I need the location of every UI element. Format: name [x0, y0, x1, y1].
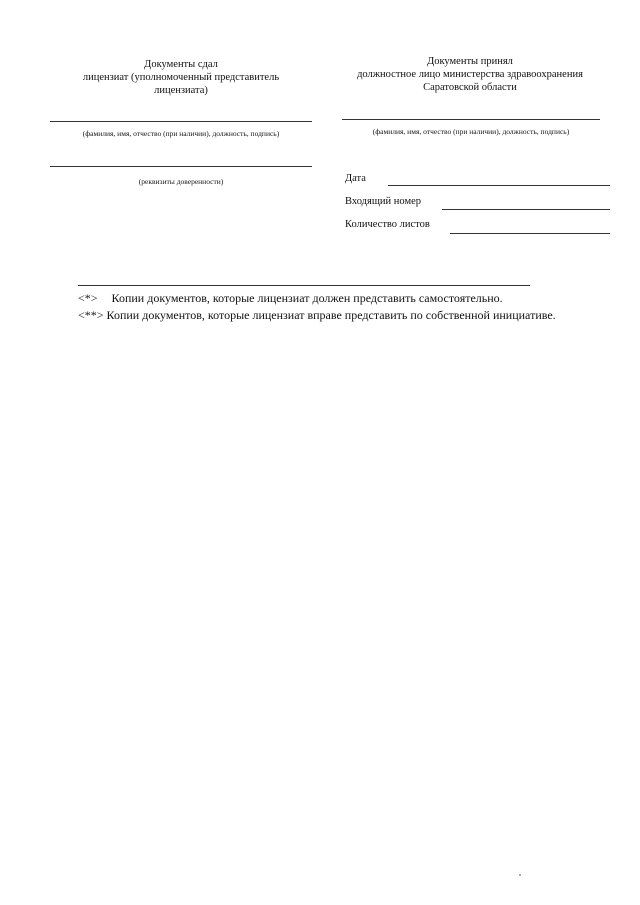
- right-header-line1: Документы принял: [427, 56, 513, 67]
- footnote-1-marker: <*>: [78, 291, 98, 305]
- left-header: [50, 58, 312, 97]
- footnote-2-marker: <**>: [78, 308, 104, 322]
- right-header-line2: должностное лицо министерства здравоохранения: [357, 69, 583, 80]
- incoming-number-line[interactable]: [442, 209, 610, 210]
- sheet-count-label: Количество листов: [345, 219, 430, 230]
- date-label: Дата: [345, 173, 366, 184]
- left-proxy-line: [50, 166, 312, 167]
- left-proxy-caption: (реквизиты доверенности): [138, 177, 224, 186]
- right-header-line3: Саратовской области: [423, 82, 517, 93]
- sheet-count-line[interactable]: [450, 233, 610, 234]
- footnote-2: [78, 308, 556, 322]
- footnote-separator: [78, 285, 530, 286]
- left-header-line3: лицензиата): [154, 85, 208, 96]
- footnote-1-text: Копии документов, которые лицензиат должен представить самостоятельно.: [111, 291, 503, 305]
- right-signature-line: [342, 119, 600, 120]
- right-header: [340, 55, 600, 94]
- footnote-1: [78, 291, 503, 305]
- left-signature-caption: (фамилия, имя, отчество (при наличии), должность, подпись): [82, 129, 280, 138]
- date-line[interactable]: [388, 185, 610, 186]
- footnote-2-text: Копии документов, которые лицензиат вправе представить по собственной инициативе.: [106, 308, 556, 322]
- right-signature-caption: (фамилия, имя, отчество (при наличии), должность, подпись): [372, 127, 570, 136]
- left-header-line1: Документы сдал: [144, 59, 218, 70]
- incoming-number-label: Входящий номер: [345, 196, 422, 207]
- left-signature-line: [50, 121, 312, 122]
- left-header-line2: лицензиат (уполномоченный представитель: [82, 72, 280, 83]
- page-speck: [519, 874, 521, 876]
